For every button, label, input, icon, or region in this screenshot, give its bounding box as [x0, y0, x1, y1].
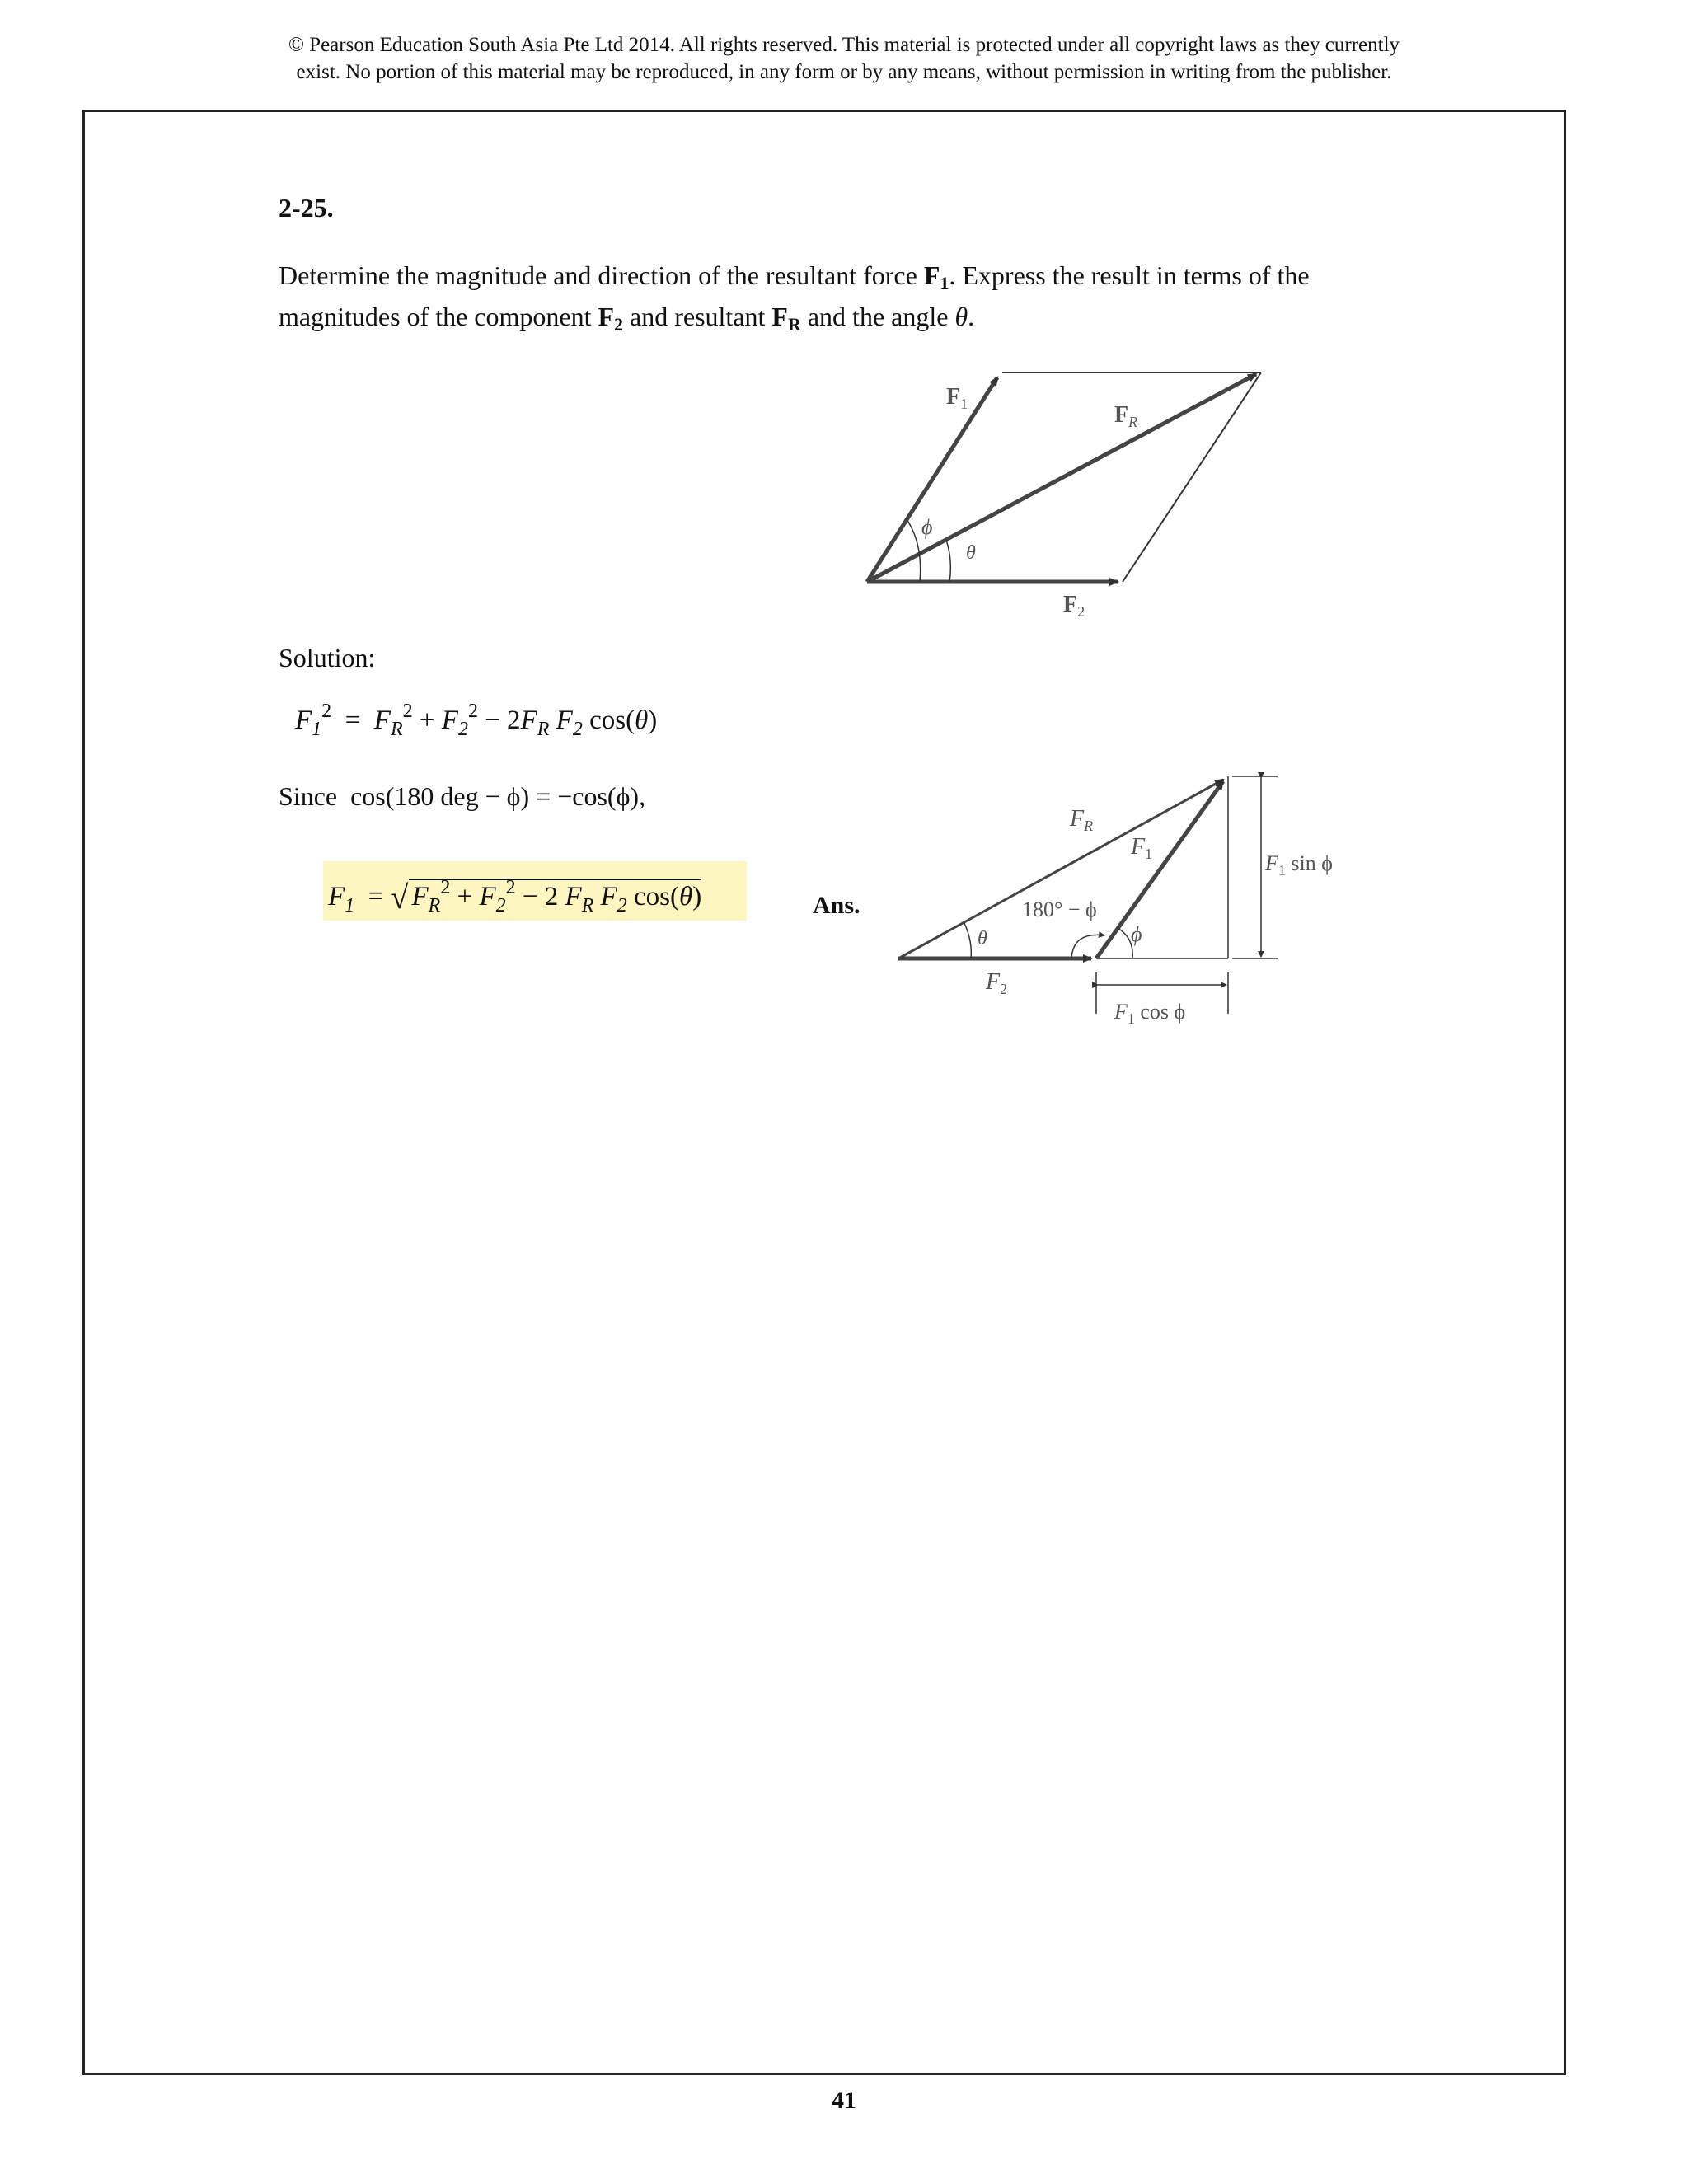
fig2-phi-label: ϕ [1131, 922, 1142, 946]
theta-arc [964, 923, 971, 958]
f1-vector [867, 377, 997, 582]
f1-vector [1096, 781, 1223, 958]
solution-label: Solution: [279, 643, 376, 673]
fr-subscript: R [787, 314, 801, 335]
answer-equation: $F_1$ = √ $F_R^2 + F_2^2 - 2$ $F_R$ $F_2$ cos(θ) [328, 877, 702, 916]
theta-symbol: θ [954, 302, 968, 331]
problem-text-part: and the angle [800, 302, 955, 331]
problem-text-part: . Express the result in terms of the magnitudes of the component [279, 260, 1310, 331]
f2-symbol: F [598, 302, 615, 331]
copyright-line-1: © Pearson Education South Asia Pte Ltd 2014. All rights reserved. This material is protected under all copyright laws as they currently [288, 34, 1400, 56]
since-prefix: Since [279, 781, 338, 811]
problem-text-part: Determine the magnitude and direction of the resultant force [279, 260, 924, 290]
force-triangle-figure [890, 766, 1368, 1038]
content-frame [82, 110, 1566, 2075]
problem-number: 2-25. [279, 193, 334, 223]
law-of-cosines-equation: $F_1^2 = F_R^2 + F_2^2 - 2F_R$ $F_2$ cos(θ) [295, 701, 658, 740]
fr-symbol: F [771, 302, 788, 331]
fig2-sin-label: $F_1$ sin ϕ [1265, 851, 1333, 879]
fr-vector [867, 374, 1256, 582]
f1-symbol: F [923, 260, 940, 290]
fr-vector [898, 780, 1223, 958]
problem-text-part: and resultant [623, 302, 772, 331]
since-statement [279, 781, 645, 812]
fig1-fr-label: $F_R$ [1114, 402, 1138, 430]
fig1-phi-label: ϕ [921, 515, 933, 539]
fig2-fr-label: $F_R$ [1070, 806, 1094, 834]
page-number: 41 [832, 2087, 856, 2114]
parallelogram-figure [857, 363, 1286, 626]
copyright-notice [0, 31, 1688, 86]
fig2-theta-label: θ [978, 928, 987, 949]
fig1-f1-label: $F_1$ [946, 384, 968, 412]
problem-statement [279, 255, 1367, 337]
fig2-cos-label: $F_1$ cos ϕ [1114, 1000, 1186, 1027]
ans-label: Ans. [813, 892, 860, 919]
f1-subscript: 1 [940, 273, 950, 293]
theta-arc [946, 540, 950, 582]
problem-text-part: . [968, 302, 975, 331]
fig2-f1-label: $F_1$ [1131, 834, 1153, 862]
since-expression: cos(180 deg − ϕ) = −cos(ϕ), [350, 781, 646, 811]
copyright-line-2: exist. No portion of this material may be reproduced, in any form or by any means, without permission in writing from the publisher. [296, 61, 1392, 83]
f2-subscript: 2 [614, 314, 624, 335]
fig2-supplementary-angle-label: 180° − ϕ [1022, 898, 1097, 921]
fig2-f2-label: $F_2$ [986, 969, 1008, 997]
phi-arc [907, 519, 921, 582]
fig1-theta-label: θ [966, 542, 976, 564]
fig1-f2-label: $F_2$ [1063, 592, 1085, 620]
parallelogram-right-edge [1123, 373, 1261, 582]
